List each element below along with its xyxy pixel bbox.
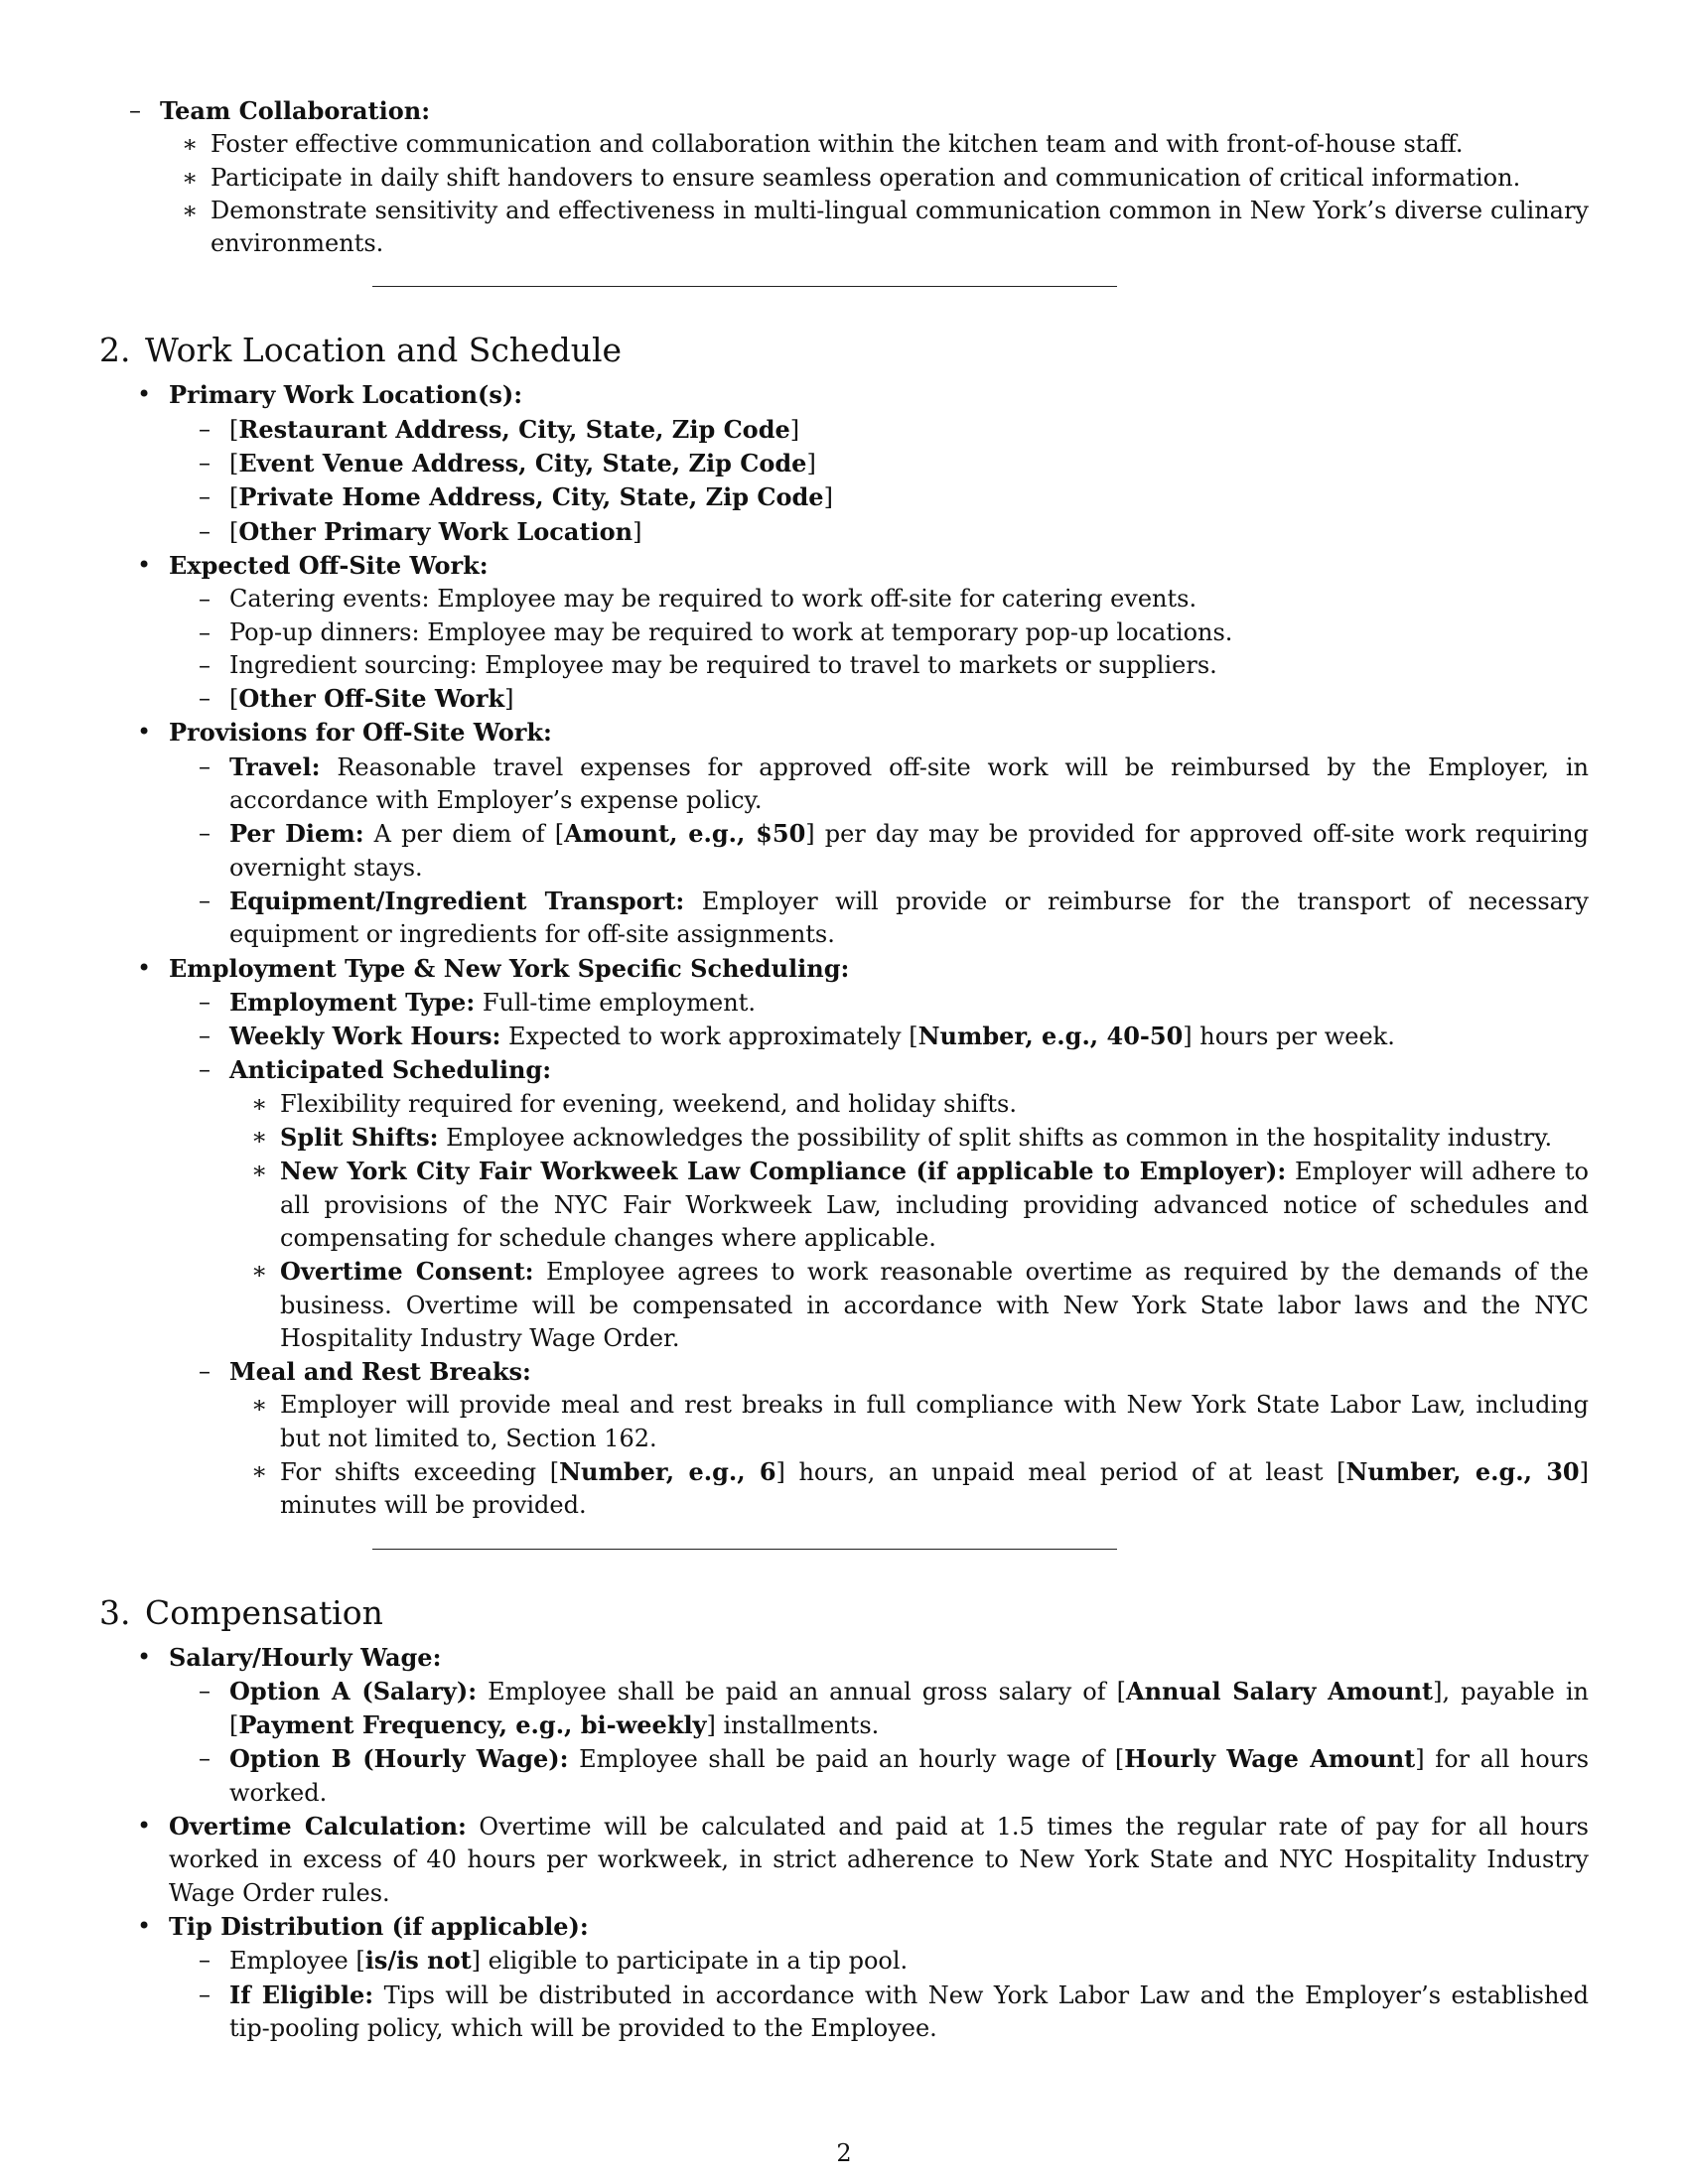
list-item bbox=[30, 94, 1589, 260]
list-item bbox=[169, 1053, 1589, 1355]
list-item: ∗ Foster effective communication and collaboration within the kitchen team and with front-of-house staff. bbox=[160, 128, 1589, 161]
placeholder-text: Annual Salary Amount bbox=[1125, 1676, 1434, 1706]
overtime-consent-label: Overtime Consent: bbox=[280, 1257, 534, 1287]
fww-label: New York City Fair Workweek Law Compliance (if applicable to Employer): bbox=[280, 1157, 1287, 1186]
list-item bbox=[169, 1020, 1589, 1053]
tip-eligible-text: Tips will be distributed in accordance with New York Labor Law and the Employer’s established tip-pooling policy, which will be provided to the Employee. bbox=[229, 1980, 1589, 2042]
placeholder-text: Restaurant Address, City, State, Zip Code bbox=[238, 414, 790, 444]
section-heading bbox=[99, 1550, 1589, 1641]
section-number: 2. bbox=[99, 331, 131, 370]
section-heading bbox=[99, 287, 1589, 378]
hours-text: Expected to work approximately [ bbox=[508, 1023, 918, 1051]
breaks-items bbox=[229, 1389, 1589, 1522]
list-item bbox=[99, 1641, 1589, 1810]
list-item bbox=[169, 885, 1589, 952]
provisions-label: Provisions for Off-Site Work: bbox=[169, 718, 552, 748]
section-number: 3. bbox=[99, 1592, 131, 1632]
perdiem-text: ] per day may be provided for approved off-site work requiring overnight stays. bbox=[229, 820, 1589, 882]
hours-text: ] hours per week. bbox=[1183, 1023, 1395, 1051]
list-item: – Pop-up dinners: Employee may be required to work at temporary pop-up locations. bbox=[169, 616, 1589, 649]
tip-items bbox=[169, 1944, 1589, 2045]
list-item bbox=[169, 1944, 1589, 1978]
placeholder-text: Number, e.g., 6 bbox=[559, 1456, 776, 1486]
employment-label: Employment Type & New York Specific Scheduling: bbox=[169, 953, 850, 983]
list-item bbox=[99, 378, 1589, 548]
option-a-label: Option A (Salary): bbox=[229, 1676, 478, 1706]
employment-items bbox=[169, 986, 1589, 1523]
list-item bbox=[169, 751, 1589, 818]
team-collaboration-list bbox=[30, 94, 1589, 260]
transport-text: Employer will provide or reimburse for the transport of necessary equipment or ingredients for off-site assignments. bbox=[229, 887, 1589, 949]
fww-text: Employer will adhere to all provisions of the NYC Fair Workweek Law, including providing advanced notice of schedules and compensating for schedule changes where applicable. bbox=[280, 1158, 1590, 1252]
tip-text: Employee [ bbox=[229, 1947, 365, 1976]
list-item bbox=[169, 1742, 1589, 1810]
placeholder-text: Hourly Wage Amount bbox=[1124, 1744, 1416, 1774]
list-item bbox=[229, 1455, 1589, 1523]
section-divider bbox=[372, 1549, 1117, 1550]
placeholder-text: Other Off-Site Work bbox=[238, 684, 505, 714]
employment-type-text: Full-time employment. bbox=[482, 988, 756, 1017]
breaks-text: For shifts exceeding [ bbox=[280, 1457, 560, 1486]
placeholder-text: Number, e.g., 30 bbox=[1345, 1456, 1580, 1486]
anticipated-items bbox=[229, 1088, 1589, 1355]
list-item: – [Restaurant Address, City, State, Zip Code] bbox=[169, 413, 1589, 447]
tip-label: Tip Distribution (if applicable): bbox=[169, 1911, 589, 1941]
option-a-text: ], payable in [ bbox=[229, 1677, 1589, 1740]
anticipated-label: Anticipated Scheduling: bbox=[229, 1055, 552, 1085]
work-location-list bbox=[99, 378, 1589, 1522]
placeholder-text: Payment Frequency, e.g., bi-weekly bbox=[238, 1710, 707, 1740]
primary-location-items bbox=[169, 413, 1589, 549]
list-item bbox=[99, 716, 1589, 951]
overtime-calc-text: Overtime will be calculated and paid at 1.5 times the regular rate of pay for all hours worked in excess of 40 hours per workweek, in strict adherence to New York State and NYC Hospitality Industry Wage Order rules. bbox=[169, 1813, 1589, 1907]
list-item: – [Event Venue Address, City, State, Zip Code] bbox=[169, 447, 1589, 480]
list-item: ∗ Employer will provide meal and rest breaks in full compliance with New York State Labor Law, including but not limited to, Section 162. bbox=[229, 1389, 1589, 1455]
list-item: – [Private Home Address, City, State, Zip Code] bbox=[169, 480, 1589, 514]
option-a-text: ] installments. bbox=[706, 1711, 880, 1740]
list-item: – [Other Primary Work Location] bbox=[169, 515, 1589, 549]
tip-text: ] eligible to participate in a tip pool. bbox=[471, 1947, 909, 1976]
list-item bbox=[229, 1121, 1589, 1155]
offsite-items bbox=[169, 583, 1589, 716]
salary-label: Salary/Hourly Wage: bbox=[169, 1642, 442, 1672]
list-item bbox=[229, 1155, 1589, 1255]
placeholder-text: Other Primary Work Location bbox=[238, 516, 633, 546]
primary-location-label: Primary Work Location(s): bbox=[169, 380, 523, 410]
offsite-label: Expected Off-Site Work: bbox=[169, 550, 489, 580]
hours-label: Weekly Work Hours: bbox=[229, 1022, 501, 1051]
list-item: – [Other Off-Site Work] bbox=[169, 682, 1589, 716]
if-eligible-label: If Eligible: bbox=[229, 1979, 374, 2009]
travel-text: Reasonable travel expenses for approved off-site work will be reimbursed by the Employer, in accordance with Employer’s expense policy. bbox=[229, 752, 1589, 815]
breaks-text: ] minutes will be provided. bbox=[280, 1457, 1589, 1520]
placeholder-text: Event Venue Address, City, State, Zip Code bbox=[238, 449, 807, 478]
placeholder-text: is/is not bbox=[364, 1946, 472, 1976]
provisions-items bbox=[169, 751, 1589, 952]
team-collaboration-label: Team Collaboration: bbox=[160, 96, 431, 125]
list-item bbox=[99, 1810, 1589, 1910]
list-item bbox=[169, 986, 1589, 1020]
transport-label: Equipment/Ingredient Transport: bbox=[229, 886, 685, 915]
section-divider bbox=[372, 286, 1117, 287]
option-b-text: Employee shall be paid an hourly wage of [ bbox=[579, 1745, 1125, 1774]
option-b-label: Option B (Hourly Wage): bbox=[229, 1744, 569, 1774]
placeholder-text: Amount, e.g., $50 bbox=[564, 819, 806, 849]
option-b-text: ] for all hours worked. bbox=[229, 1745, 1590, 1807]
perdiem-label: Per Diem: bbox=[229, 819, 364, 849]
section-title: Work Location and Schedule bbox=[145, 331, 623, 370]
breaks-label: Meal and Rest Breaks: bbox=[229, 1357, 531, 1387]
travel-label: Travel: bbox=[229, 751, 321, 781]
list-item bbox=[99, 1910, 1589, 2045]
list-item: – Catering events: Employee may be required to work off-site for catering events. bbox=[169, 583, 1589, 615]
list-item: – Ingredient sourcing: Employee may be required to travel to markets or suppliers. bbox=[169, 649, 1589, 682]
compensation-list bbox=[99, 1641, 1589, 2046]
option-a-text: Employee shall be paid an annual gross salary of [ bbox=[488, 1677, 1126, 1706]
placeholder-text: Private Home Address, City, State, Zip Code bbox=[238, 482, 824, 512]
page-number: 2 bbox=[836, 2139, 852, 2167]
document-page bbox=[99, 94, 1589, 2045]
placeholder-text: Number, e.g., 40-50 bbox=[917, 1022, 1184, 1051]
list-item bbox=[169, 817, 1589, 885]
breaks-text: ] hours, an unpaid meal period of at least [ bbox=[775, 1457, 1346, 1486]
list-item: ∗ Flexibility required for evening, weekend, and holiday shifts. bbox=[229, 1088, 1589, 1121]
list-item bbox=[99, 549, 1589, 716]
employment-type-label: Employment Type: bbox=[229, 987, 476, 1017]
salary-items bbox=[169, 1675, 1589, 1810]
list-item bbox=[169, 1355, 1589, 1522]
team-collaboration-items bbox=[160, 128, 1589, 260]
list-item bbox=[229, 1255, 1589, 1355]
section-title: Compensation bbox=[145, 1592, 383, 1632]
list-item bbox=[169, 1979, 1589, 2046]
list-item: ∗ Participate in daily shift handovers to ensure seamless operation and communication of critical information. bbox=[160, 162, 1589, 195]
split-label: Split Shifts: bbox=[280, 1123, 439, 1153]
overtime-consent-text: Employee agrees to work reasonable overtime as required by the demands of the business. Overtime will be compensated in accordance with New York State labor laws and the NYC Hospitality Industry Wage Order. bbox=[280, 1258, 1589, 1352]
list-item bbox=[169, 1675, 1589, 1743]
split-text: Employee acknowledges the possibility of split shifts as common in the hospitality industry. bbox=[446, 1124, 1553, 1153]
list-item: ∗ Demonstrate sensitivity and effectiveness in multi-lingual communication common in New York’s diverse culinary environments. bbox=[160, 195, 1589, 261]
list-item bbox=[99, 952, 1589, 1523]
overtime-calc-label: Overtime Calculation: bbox=[169, 1812, 467, 1842]
perdiem-text: A per diem of [ bbox=[373, 820, 565, 849]
